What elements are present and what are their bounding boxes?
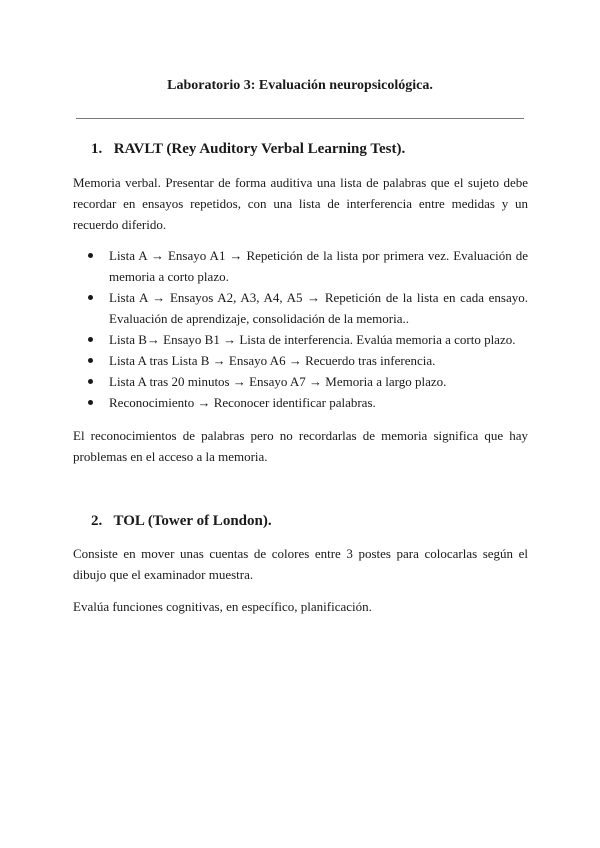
bullet-dot-icon — [88, 253, 93, 258]
bullet-dot-icon — [88, 400, 93, 405]
section-1-title: RAVLT (Rey Auditory Verbal Learning Test). — [113, 141, 406, 157]
section-2-paragraph: Evalúa funciones cognitivas, en específico, planificación. — [73, 599, 372, 614]
section-2-title: TOL (Tower of London). — [113, 513, 272, 529]
section-2-paragraph: Consiste en mover unas cuentas de colores entre 3 postes para colocarlas según el dibujo que el examinador muestra. — [73, 546, 528, 582]
list-item-text: Lista A tras Lista B → Ensayo A6 → Recuerdo tras inferencia. — [109, 353, 436, 368]
section-2-number: 2. — [91, 513, 103, 529]
title-divider — [76, 118, 524, 119]
bullet-dot-icon — [88, 295, 93, 300]
section-2-heading — [91, 511, 272, 531]
section-1-bullet-list — [73, 245, 528, 413]
list-item — [73, 245, 528, 287]
list-item — [73, 287, 528, 329]
section-1-intro: Memoria verbal. Presentar de forma auditiva una lista de palabras que el sujeto debe recordar en ensayos repetidos, con una lista de interferencia entre medidas y un recuerdo diferido. — [73, 175, 528, 232]
list-item — [73, 329, 528, 350]
section-1-number: 1. — [91, 141, 103, 157]
list-item-text: Lista A → Ensayo A1 → Repetición de la lista por primera vez. Evaluación de memoria a corto plazo. — [109, 248, 528, 284]
list-item-text: Reconocimiento → Reconocer identificar palabras. — [109, 395, 376, 410]
document-title: Laboratorio 3: Evaluación neuropsicológica. — [167, 78, 433, 93]
list-item — [73, 350, 528, 371]
section-1-heading — [91, 139, 405, 159]
list-item-text: Lista A tras 20 minutos → Ensayo A7 → Memoria a largo plazo. — [109, 374, 447, 389]
list-item — [73, 392, 528, 413]
bullet-dot-icon — [88, 358, 93, 363]
list-item-text: Lista A → Ensayos A2, A3, A4, A5 → Repetición de la lista en cada ensayo. Evaluación de aprendizaje, consolidación de la memoria.. — [109, 290, 528, 326]
section-1-closing: El reconocimientos de palabras pero no recordarlas de memoria significa que hay problemas en el acceso a la memoria. — [73, 428, 528, 464]
bullet-dot-icon — [88, 379, 93, 384]
list-item — [73, 371, 528, 392]
bullet-dot-icon — [88, 337, 93, 342]
list-item-text: Lista B→ Ensayo B1 → Lista de interferencia. Evalúa memoria a corto plazo. — [109, 332, 516, 347]
